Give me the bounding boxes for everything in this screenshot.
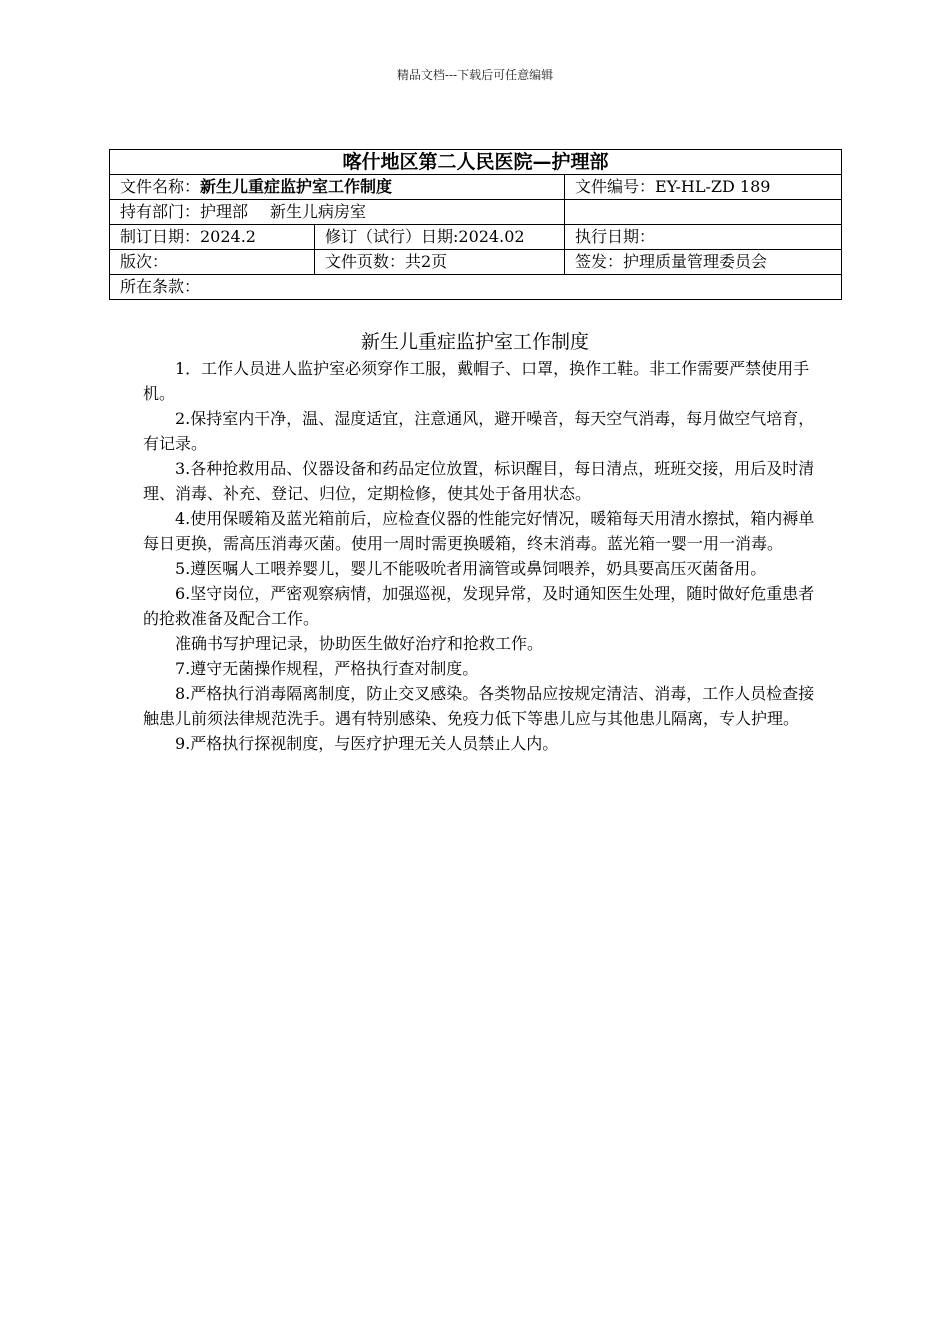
issuer-cell: 签发：护理质量管理委员会 bbox=[565, 250, 842, 275]
info-row-title bbox=[110, 150, 842, 175]
rule-paragraph: 7.遵守无菌操作规程，严格执行查对制度。 bbox=[175, 659, 479, 678]
rule-paragraph: 1．工作人员进人监护室必须穿作工服，戴帽子、口罩，换作工鞋。非工作需要严禁使用手机。 bbox=[143, 359, 810, 403]
info-row-file-name bbox=[110, 175, 842, 200]
pages-cell: 文件页数：共2页 bbox=[315, 250, 565, 275]
department-unit: 新生儿病房室 bbox=[270, 202, 367, 221]
info-row-clause bbox=[110, 275, 842, 300]
info-row-edition bbox=[110, 250, 842, 275]
page-header-note: 精品文档---下载后可任意编辑 bbox=[396, 68, 554, 82]
department-label: 持有部门： bbox=[120, 202, 201, 221]
document-info-table bbox=[109, 149, 842, 300]
file-name-cell bbox=[110, 175, 565, 200]
rule-paragraph: 4.使用保暖箱及蓝光箱前后，应检查仪器的性能完好情况，暖箱每天用清水擦拭，箱内褥单每日更换，需高压消毒灭菌。使用一周时需更换暖箱，终末消毒。蓝光箱一婴一用一消毒。 bbox=[143, 509, 815, 553]
rule-paragraph: 6.坚守岗位，严密观察病情，加强巡视，发现异常，及时通知医生处理，随时做好危重患者的抢救准备及配合工作。 bbox=[143, 584, 815, 628]
edition-cell: 版次： bbox=[110, 250, 315, 275]
file-code-value: EY-HL-ZD 189 bbox=[655, 177, 771, 196]
rule-paragraph: 8.严格执行消毒隔离制度，防止交叉感染。各类物品应按规定清洁、消毒，工作人员检查接触患儿前须法律规范洗手。遇有特别感染、免疫力低下等患儿应与其他患儿隔离，专人护理。 bbox=[143, 684, 815, 728]
issue-date-cell: 制订日期：2024.2 bbox=[110, 225, 315, 250]
rule-paragraph: 3.各种抢救用品、仪器设备和药品定位放置，标识醒目，每日清点，班班交接，用后及时清理、消毒、补充、登记、归位，定期检修，使其处于备用状态。 bbox=[143, 459, 815, 503]
rule-paragraph: 9.严格执行探视制度，与医疗护理无关人员禁止人内。 bbox=[175, 734, 559, 753]
department-cell bbox=[110, 200, 565, 225]
clause-cell: 所在条款： bbox=[110, 275, 842, 300]
rule-paragraph: 准确书写护理记录，协助医生做好治疗和抢救工作。 bbox=[175, 634, 544, 653]
info-row-department bbox=[110, 200, 842, 225]
rule-paragraph: 2.保持室内干净，温、湿度适宜，注意通风，避开噪音，每天空气消毒，每月做空气培育，有记录。 bbox=[143, 409, 815, 453]
file-code-cell bbox=[565, 175, 842, 200]
document-body bbox=[143, 356, 815, 756]
file-code-label: 文件编号： bbox=[575, 177, 656, 196]
revision-date-cell: 修订（试行）日期:2024.02 bbox=[315, 225, 565, 250]
rule-paragraph: 5.遵医嘱人工喂养婴儿，婴儿不能吸吮者用滴管或鼻饲喂养，奶具要高压灭菌备用。 bbox=[175, 559, 767, 578]
document-title: 新生儿重症监护室工作制度 bbox=[360, 331, 589, 353]
info-row-dates bbox=[110, 225, 842, 250]
hospital-title: 喀什地区第二人民医院—护理部 bbox=[110, 150, 842, 175]
file-name-label: 文件名称： bbox=[120, 177, 201, 196]
department-empty-cell bbox=[565, 200, 842, 225]
file-name-value: 新生儿重症监护室工作制度 bbox=[200, 177, 393, 196]
execution-date-cell: 执行日期： bbox=[565, 225, 842, 250]
department-value: 护理部 bbox=[200, 202, 249, 221]
